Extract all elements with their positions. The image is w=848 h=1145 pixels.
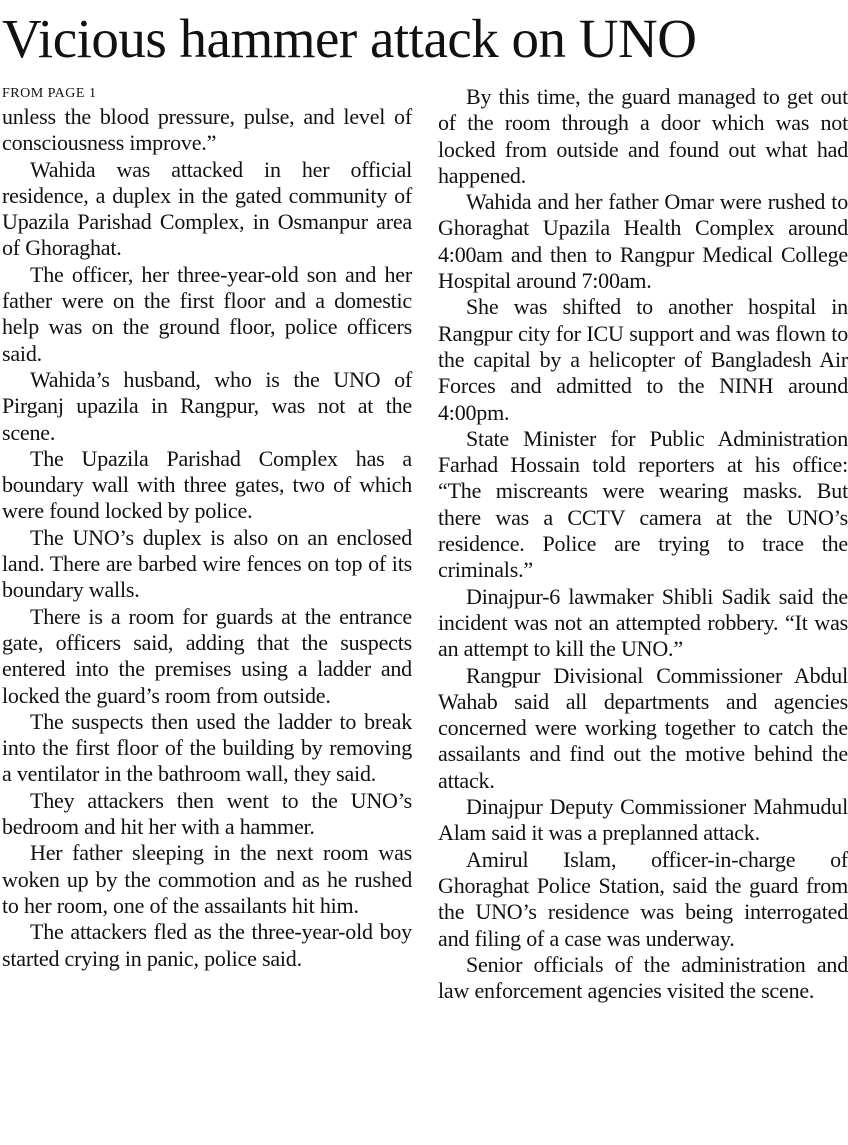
- headline: Vicious hammer attack on UNO: [2, 8, 697, 69]
- paragraph: Senior officials of the administration and law enforcement agencies visited the scene.: [438, 951, 848, 1004]
- paragraph: Wahida’s husband, who is the UNO of Pirganj upazila in Rangpur, was not at the scene.: [2, 366, 412, 445]
- article-column-left: [2, 84, 412, 972]
- paragraph: Wahida was attacked in her official residence, a duplex in the gated community of Upazila Parishad Complex, in Osmanpur area of Ghoraghat.: [2, 156, 412, 261]
- paragraph: The UNO’s duplex is also on an enclosed land. There are barbed wire fences on top of its boundary walls.: [2, 524, 412, 603]
- paragraph: There is a room for guards at the entrance gate, officers said, adding that the suspects entered into the premises using a ladder and locked the guard’s room from outside.: [2, 603, 412, 708]
- paragraph: unless the blood pressure, pulse, and level of consciousness improve.”: [2, 104, 412, 156]
- paragraph: They attackers then went to the UNO’s bedroom and hit her with a hammer.: [2, 787, 412, 840]
- paragraph: By this time, the guard managed to get out of the room through a door which was not locked from outside and found out what had happened.: [438, 84, 848, 188]
- paragraph: The Upazila Parishad Complex has a boundary wall with three gates, two of which were found locked by police.: [2, 445, 412, 524]
- paragraph: The officer, her three-year-old son and her father were on the first floor and a domestic help was on the ground floor, police officers said.: [2, 261, 412, 366]
- paragraph: State Minister for Public Administration Farhad Hossain told reporters at his office: “The miscreants were wearing masks. But there was a CCTV camera at the UNO’s residence. Police are trying to trace the criminals.”: [438, 425, 848, 583]
- paragraph: Amirul Islam, officer-in-charge of Ghoraghat Police Station, said the guard from the UNO’s residence was being interrogated and filing of a case was underway.: [438, 846, 848, 951]
- paragraph: The attackers fled as the three-year-old boy started crying in panic, police said.: [2, 919, 412, 971]
- paragraph: Wahida and her father Omar were rushed to Ghoraghat Upazila Health Complex around 4:00am and then to Rangpur Medical College Hospital around 7:00am.: [438, 189, 848, 294]
- paragraph: Her father sleeping in the next room was woken up by the commotion and as he rushed to her room, one of the assailants hit him.: [2, 840, 412, 918]
- paragraph: Rangpur Divisional Commissioner Abdul Wahab said all departments and agencies concerned were working together to catch the assailants and find out the motive behind the attack.: [438, 662, 848, 793]
- continuation-kicker: FROM PAGE 1: [2, 86, 97, 101]
- paragraph: She was shifted to another hospital in Rangpur city for ICU support and was flown to the capital by a helicopter of Bangladesh Air Forces and admitted to the NINH around 4:00pm.: [438, 294, 848, 425]
- paragraph: The suspects then used the ladder to break into the first floor of the building by removing a ventilator in the bathroom wall, they said.: [2, 708, 412, 787]
- paragraph: Dinajpur Deputy Commissioner Mahmudul Alam said it was a preplanned attack.: [438, 794, 848, 846]
- article-column-right: [438, 84, 848, 1004]
- paragraph: Dinajpur-6 lawmaker Shibli Sadik said the incident was not an attempted robbery. “It was an attempt to kill the UNO.”: [438, 583, 848, 662]
